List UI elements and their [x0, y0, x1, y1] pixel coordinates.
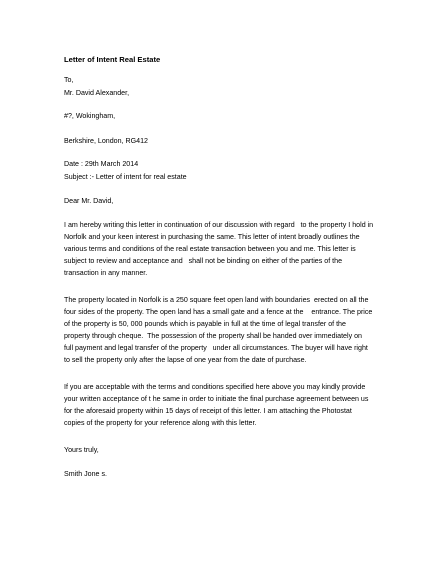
paragraph-line: your written acceptance of t he same in order to initiate the final purchase agreement between us — [64, 395, 369, 403]
letter-subject: Subject :- Letter of intent for real estate — [64, 173, 187, 181]
letter-title: Letter of Intent Real Estate — [64, 55, 161, 64]
address-to: To, — [64, 76, 74, 84]
address-street: #?, Wokingham, — [64, 112, 116, 120]
paragraph-line: The property located in Norfolk is a 250 square feet open land with boundaries erected on all the — [64, 296, 369, 304]
address-city: Berkshire, London, RG412 — [64, 137, 148, 145]
paragraph-line: for the aforesaid property within 15 days of receipt of this letter. I am attaching the Photostat — [64, 407, 352, 415]
paragraph-line: of the property is 50, 000 pounds which is payable in full at the time of legal transfer of the — [64, 320, 346, 328]
recipient-name: Mr. David Alexander, — [64, 89, 130, 97]
paragraph-line: various terms and conditions of the real estate transaction between you and me. This letter is — [64, 245, 356, 253]
paragraph-line: full payment and legal transfer of the property under all circumstances. The buyer will have right — [64, 344, 368, 352]
paragraph-line: property through cheque. The possession of the property shall be handed over immediately on — [64, 332, 362, 340]
paragraph-line: copies of the property for your reference along with this letter. — [64, 419, 257, 427]
paragraph-line: transaction in any manner. — [64, 269, 148, 277]
paragraph-line: four sides of the property. The open land has a small gate and a fence at the entrance. The price — [64, 308, 373, 316]
closing: Yours truly, — [64, 446, 99, 454]
paragraph-line: Norfolk and your keen interest in purchasing the same. This letter of intent broadly outlines the — [64, 233, 360, 241]
paragraph-line: to sell the property only after the lapse of one year from the date of purchase. — [64, 356, 307, 364]
paragraph-line: subject to review and acceptance and shall not be binding on either of the parties of the — [64, 257, 343, 265]
letter-date: Date : 29th March 2014 — [64, 160, 139, 168]
paragraph-line: If you are acceptable with the terms and conditions specified here above you may kindly provide — [64, 383, 366, 391]
signature-name: Smith Jone s. — [64, 470, 107, 478]
salutation: Dear Mr. David, — [64, 197, 114, 205]
paragraph-line: I am hereby writing this letter in continuation of our discussion with regard to the property I hold in — [64, 221, 374, 229]
